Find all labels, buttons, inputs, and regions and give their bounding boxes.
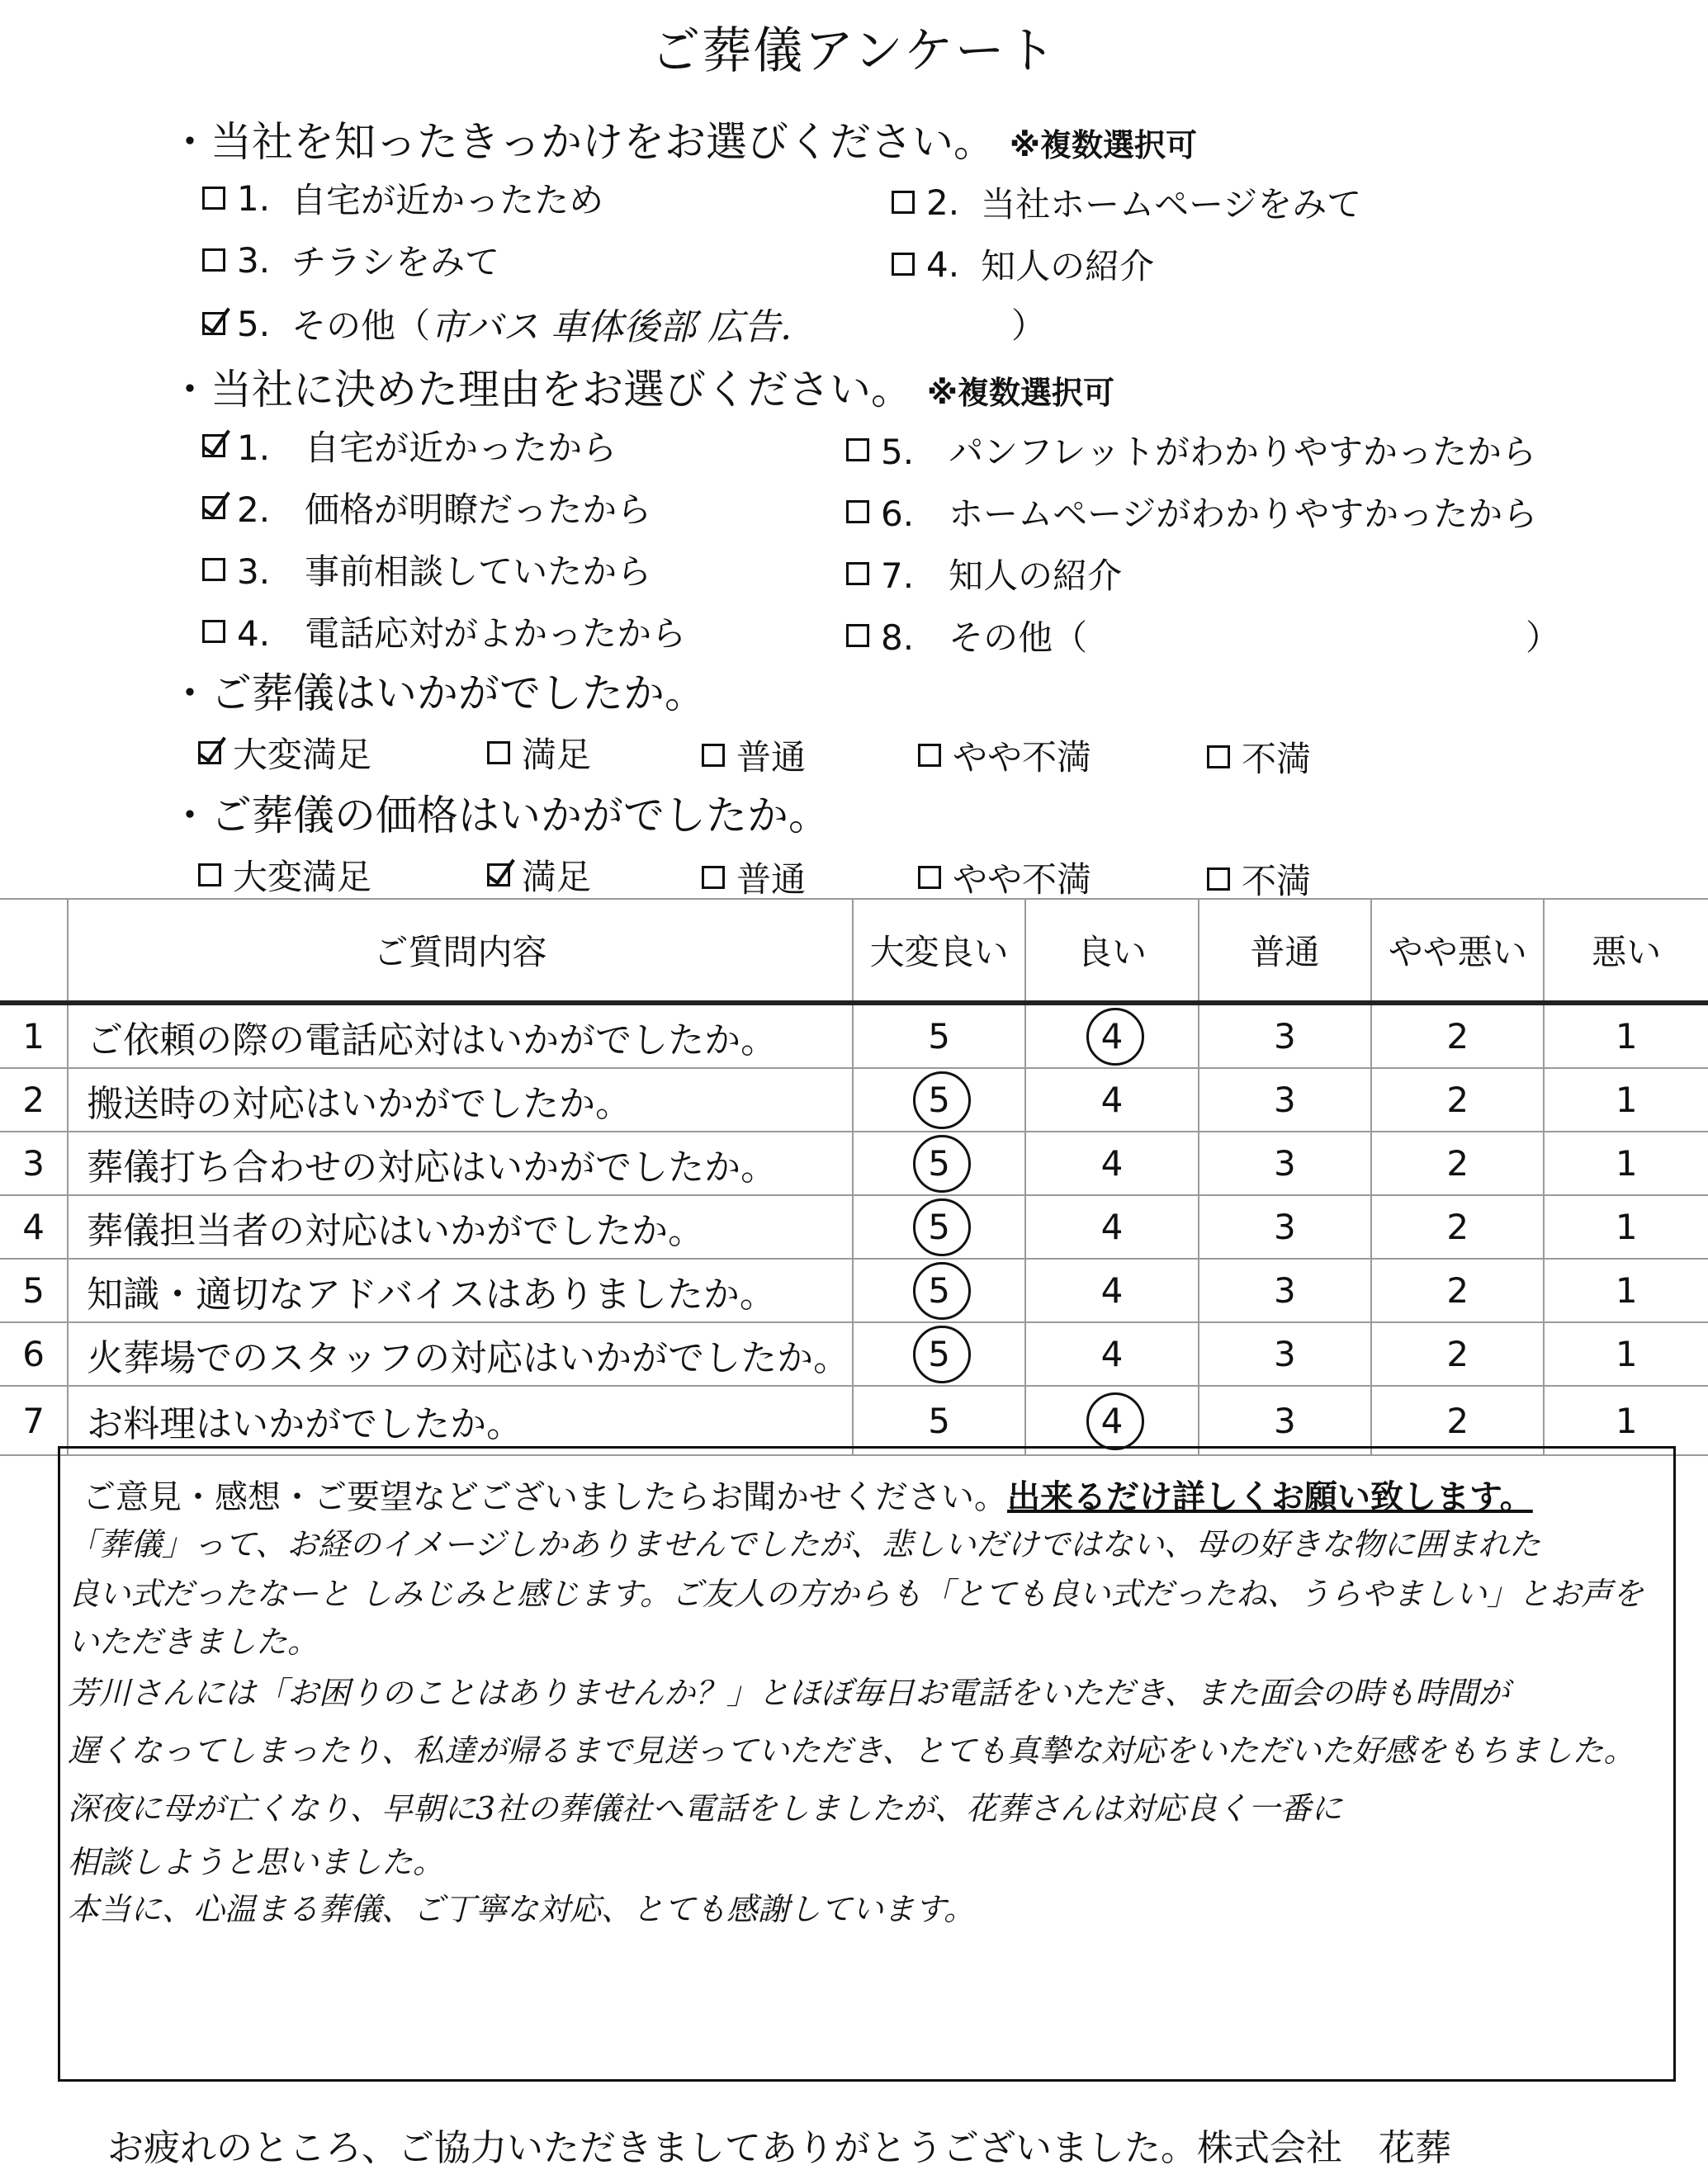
rating-cell[interactable] <box>1544 1322 1708 1386</box>
rating-cell[interactable] <box>853 1195 1025 1259</box>
option-number: 5. <box>237 303 271 344</box>
option-label: 普通 <box>736 859 807 900</box>
checkbox[interactable] <box>892 191 915 214</box>
s4-option-very-satisfied[interactable] <box>198 850 371 900</box>
handwritten-other: 市バス 車体後部 広告. <box>430 306 792 348</box>
checkbox[interactable] <box>1207 867 1230 891</box>
option-number: 2. <box>926 182 960 223</box>
option-label: 7. 知人の紹介 <box>881 555 1123 596</box>
checkbox-checked[interactable] <box>198 741 221 764</box>
option-label: 5. パンフレットがわかりやすかったから <box>881 432 1536 472</box>
rating-cell[interactable] <box>1025 1068 1198 1132</box>
s2-option-6[interactable] <box>846 487 1537 537</box>
checkbox[interactable] <box>846 438 869 461</box>
rating-value: 1 <box>1615 1400 1638 1441</box>
comment-prompt-text: ご意見・感想・ご要望などございましたらお聞かせください。 <box>83 1478 1007 1516</box>
comment-line: 本当に、心温まる葬儀、ご丁寧な対応、とても感謝しています。 <box>68 1891 975 1927</box>
rating-value: 3 <box>1273 1207 1296 1247</box>
option-label: 不満 <box>1242 739 1312 779</box>
option-label: 普通 <box>736 737 807 778</box>
header-question: ご質問内容 <box>68 899 853 1003</box>
rating-cell[interactable] <box>1371 1068 1544 1132</box>
rating-value: 1 <box>1615 1270 1638 1311</box>
comment-line: 相談しようと思いました。 <box>68 1844 445 1880</box>
checkbox[interactable] <box>202 248 225 272</box>
option-label: 自宅が近かったため <box>291 180 604 220</box>
table-row <box>0 1003 1708 1068</box>
checkbox-checked[interactable] <box>202 312 225 335</box>
s2-paren-close: ） <box>1526 617 1561 658</box>
question-text: お料理はいかがでしたか。 <box>68 1386 853 1455</box>
rating-cell[interactable] <box>853 1259 1025 1322</box>
rating-selected: 5 <box>928 1143 950 1184</box>
checkbox[interactable] <box>202 187 225 210</box>
rating-value: 5 <box>928 1400 950 1441</box>
s2-option-8[interactable] <box>846 611 1087 660</box>
rating-value: 2 <box>1446 1016 1469 1057</box>
rating-value: 2 <box>1446 1143 1469 1184</box>
row-index: 2 <box>0 1068 68 1132</box>
rating-value: 2 <box>1446 1080 1469 1120</box>
question-text: 火葬場でのスタッフの対応はいかがでしたか。 <box>68 1322 853 1386</box>
header-very-good: 大変良い <box>853 899 1025 1003</box>
row-index: 1 <box>0 1003 68 1068</box>
rating-cell[interactable] <box>1025 1386 1198 1455</box>
s3-option-dissatisfied[interactable] <box>1207 732 1311 782</box>
rating-value: 4 <box>1100 1080 1124 1120</box>
row-index: 7 <box>0 1386 68 1455</box>
rating-value: 4 <box>1100 1270 1124 1311</box>
rating-cell[interactable] <box>1199 1322 1371 1386</box>
rating-value: 4 <box>1100 1207 1124 1247</box>
header-somewhat-bad: やや悪い <box>1371 899 1544 1003</box>
checkbox[interactable] <box>487 741 510 764</box>
checkbox[interactable] <box>1207 745 1230 768</box>
s3-option-very-satisfied[interactable] <box>198 728 371 778</box>
rating-cell[interactable] <box>1544 1386 1708 1455</box>
rating-cell[interactable] <box>1199 1195 1371 1259</box>
checkbox[interactable] <box>918 744 941 767</box>
option-number: 1. <box>237 177 271 219</box>
rating-cell[interactable] <box>853 1322 1025 1386</box>
rating-cell[interactable] <box>853 1132 1025 1195</box>
rating-cell[interactable] <box>1025 1259 1198 1322</box>
rating-value: 1 <box>1615 1080 1638 1120</box>
s1-option-5[interactable] <box>202 297 792 350</box>
s4-option-satisfied[interactable] <box>487 850 591 900</box>
question-text: 搬送時の対応はいかがでしたか。 <box>68 1068 853 1132</box>
checkbox[interactable] <box>202 620 225 643</box>
comment-line: 遅くなってしまったり、私達が帰るまで見送っていただき、とても真摯な対応をいただいた好感をもちました。 <box>68 1733 1635 1769</box>
rating-cell[interactable] <box>1544 1132 1708 1195</box>
rating-cell[interactable] <box>853 1386 1025 1455</box>
rating-selected: 5 <box>928 1207 950 1247</box>
rating-selected: 5 <box>928 1080 950 1120</box>
option-number: 4. <box>926 243 960 285</box>
s1-option-2[interactable] <box>892 177 1361 227</box>
option-label: 8. その他（ <box>881 617 1088 658</box>
option-label: 満足 <box>522 857 592 897</box>
rating-cell[interactable] <box>1371 1132 1544 1195</box>
section2-heading-text: ・当社に決めた理由をお選びください。 <box>169 366 912 414</box>
rating-cell[interactable] <box>1371 1322 1544 1386</box>
section3-heading: ・ご葬儀はいかがでしたか。 <box>169 669 706 717</box>
option-label: 4. 電話応対がよかったから <box>237 613 687 654</box>
option-label: 大変満足 <box>233 735 372 775</box>
s2-option-1[interactable] <box>202 421 617 470</box>
checkbox-checked[interactable] <box>202 434 225 457</box>
rating-table <box>0 898 1708 1456</box>
row-index: 5 <box>0 1259 68 1322</box>
rating-cell[interactable] <box>1371 1386 1544 1455</box>
header-good: 良い <box>1025 899 1198 1003</box>
option-label: 知人の紹介 <box>981 246 1155 286</box>
row-index: 3 <box>0 1132 68 1195</box>
rating-selected: 4 <box>1100 1016 1124 1057</box>
comment-line: 良い式だったなーと しみじみと感じます。ご友人の方からも「とても良い式だったね、うらやましい」とお声を <box>68 1576 1644 1612</box>
rating-value: 3 <box>1273 1143 1296 1184</box>
option-number: 3. <box>237 239 271 281</box>
rating-value: 1 <box>1615 1143 1638 1184</box>
rating-value: 4 <box>1100 1143 1124 1184</box>
rating-selected: 5 <box>928 1270 950 1311</box>
s4-option-dissatisfied[interactable] <box>1207 854 1311 904</box>
rating-value: 4 <box>1100 1334 1124 1374</box>
option-label: 3. 事前相談していたから <box>237 551 652 592</box>
section4-heading: ・ご葬儀の価格はいかがでしたか。 <box>169 792 830 839</box>
row-index: 4 <box>0 1195 68 1259</box>
rating-value: 5 <box>928 1016 950 1057</box>
comment-prompt <box>83 1471 1533 1518</box>
rating-cell[interactable] <box>1544 1003 1708 1068</box>
rating-cell[interactable] <box>1199 1386 1371 1455</box>
section1-heading <box>169 109 1197 168</box>
s1-option-4[interactable] <box>892 239 1154 289</box>
rating-cell[interactable] <box>1199 1003 1371 1068</box>
table-row <box>0 1322 1708 1386</box>
table-row <box>0 1195 1708 1259</box>
rating-cell[interactable] <box>853 1003 1025 1068</box>
rating-cell[interactable] <box>1199 1132 1371 1195</box>
section1-note: ※複数選択可 <box>1010 127 1197 163</box>
rating-value: 3 <box>1273 1016 1296 1057</box>
rating-selected: 4 <box>1100 1400 1124 1441</box>
rating-cell[interactable] <box>1025 1132 1198 1195</box>
rating-value: 1 <box>1615 1334 1638 1374</box>
checkbox[interactable] <box>892 253 915 276</box>
checkbox[interactable] <box>198 863 221 886</box>
rating-value: 3 <box>1273 1270 1296 1311</box>
rating-cell[interactable] <box>1025 1003 1198 1068</box>
section1-heading-text: ・当社を知ったきっかけをお選びください。 <box>169 118 995 166</box>
s2-option-5[interactable] <box>846 425 1536 475</box>
rating-cell[interactable] <box>1371 1195 1544 1259</box>
checkbox[interactable] <box>702 744 725 767</box>
s1-option-1[interactable] <box>202 173 603 223</box>
rating-cell[interactable] <box>1025 1322 1198 1386</box>
checkbox[interactable] <box>846 624 869 647</box>
rating-value: 2 <box>1446 1334 1469 1374</box>
rating-cell[interactable] <box>1371 1003 1544 1068</box>
s2-option-3[interactable] <box>202 545 651 594</box>
s2-option-4[interactable] <box>202 607 686 656</box>
option-label: 1. 自宅が近かったから <box>237 428 617 468</box>
question-text: 葬儀担当者の対応はいかがでしたか。 <box>68 1195 853 1259</box>
rating-value: 1 <box>1615 1016 1638 1057</box>
rating-value: 1 <box>1615 1207 1638 1247</box>
rating-value: 3 <box>1273 1080 1296 1120</box>
comment-line: 深夜に母が亡くなり、早朝に3社の葬儀社へ電話をしましたが、花葬さんは対応良く一番に <box>68 1790 1343 1827</box>
option-label: その他（ <box>291 305 431 346</box>
footer-thanks: お疲れのところ、ご協力いただきましてありがとうございました。株式会社 花葬 <box>107 2127 1451 2169</box>
s1-option-3[interactable] <box>202 235 499 285</box>
question-text: 葬儀打ち合わせの対応はいかがでしたか。 <box>68 1132 853 1195</box>
rating-cell[interactable] <box>1371 1259 1544 1322</box>
comment-prompt-emphasis: 出来るだけ詳しくお願い致します。 <box>1007 1478 1533 1516</box>
table-row <box>0 1132 1708 1195</box>
survey-title: ご葬儀アンケート <box>651 22 1057 80</box>
comment-line: 「葬儀」って、お経のイメージしかありませんでしたが、悲しいだけではない、母の好きな物に囲まれた <box>68 1526 1541 1562</box>
rating-cell[interactable] <box>1199 1068 1371 1132</box>
rating-cell[interactable] <box>1544 1195 1708 1259</box>
rating-cell[interactable] <box>1025 1195 1198 1259</box>
s2-option-2[interactable] <box>202 483 651 532</box>
s3-option-normal[interactable] <box>702 730 806 780</box>
s4-option-somewhat-dissatisfied[interactable] <box>918 853 1091 902</box>
checkbox-checked[interactable] <box>487 863 510 886</box>
table-row <box>0 1386 1708 1455</box>
option-label: やや不満 <box>953 859 1092 900</box>
comment-line: いただきました。 <box>68 1624 319 1660</box>
s3-option-somewhat-dissatisfied[interactable] <box>918 730 1091 780</box>
s1-paren-close: ） <box>1011 305 1047 346</box>
checkbox[interactable] <box>202 558 225 581</box>
option-label: 満足 <box>522 735 592 775</box>
option-label: チラシをみて <box>291 242 500 282</box>
option-label: 6. ホームページがわかりやすかったから <box>881 494 1538 534</box>
s4-option-normal[interactable] <box>702 853 806 902</box>
header-normal: 普通 <box>1199 899 1371 1003</box>
table-header-row <box>0 899 1708 1003</box>
checkbox[interactable] <box>846 500 869 523</box>
row-index: 6 <box>0 1322 68 1386</box>
rating-cell[interactable] <box>1544 1259 1708 1322</box>
checkbox[interactable] <box>918 866 941 889</box>
option-label: 不満 <box>1242 861 1312 901</box>
rating-cell[interactable] <box>1544 1068 1708 1132</box>
header-bad: 悪い <box>1544 899 1708 1003</box>
question-text: ご依頼の際の電話応対はいかがでしたか。 <box>68 1003 853 1068</box>
section2-note: ※複数選択可 <box>927 375 1114 411</box>
checkbox[interactable] <box>702 866 725 889</box>
header-index <box>0 899 68 1003</box>
option-label: 当社ホームページをみて <box>981 184 1362 225</box>
option-label: やや不満 <box>953 737 1092 778</box>
s2-option-7[interactable] <box>846 549 1122 598</box>
option-label: 大変満足 <box>233 857 372 897</box>
option-label: 2. 価格が明瞭だったから <box>237 489 652 530</box>
rating-value: 2 <box>1446 1400 1469 1441</box>
question-text: 知識・適切なアドバイスはありましたか。 <box>68 1259 853 1322</box>
checkbox[interactable] <box>846 562 869 585</box>
rating-value: 2 <box>1446 1207 1469 1247</box>
table-row <box>0 1068 1708 1132</box>
section2-heading <box>169 357 1114 416</box>
table-row <box>0 1259 1708 1322</box>
s3-option-satisfied[interactable] <box>487 728 591 778</box>
checkbox-checked[interactable] <box>202 496 225 519</box>
rating-value: 2 <box>1446 1270 1469 1311</box>
rating-value: 3 <box>1273 1400 1296 1441</box>
rating-value: 3 <box>1273 1334 1296 1374</box>
comment-line: 芳川さんには「お困りのことはありませんか？」とほぼ毎日お電話をいただき、また面会の時も時間が <box>68 1675 1510 1711</box>
rating-cell[interactable] <box>853 1068 1025 1132</box>
rating-selected: 5 <box>928 1334 950 1374</box>
rating-cell[interactable] <box>1199 1259 1371 1322</box>
